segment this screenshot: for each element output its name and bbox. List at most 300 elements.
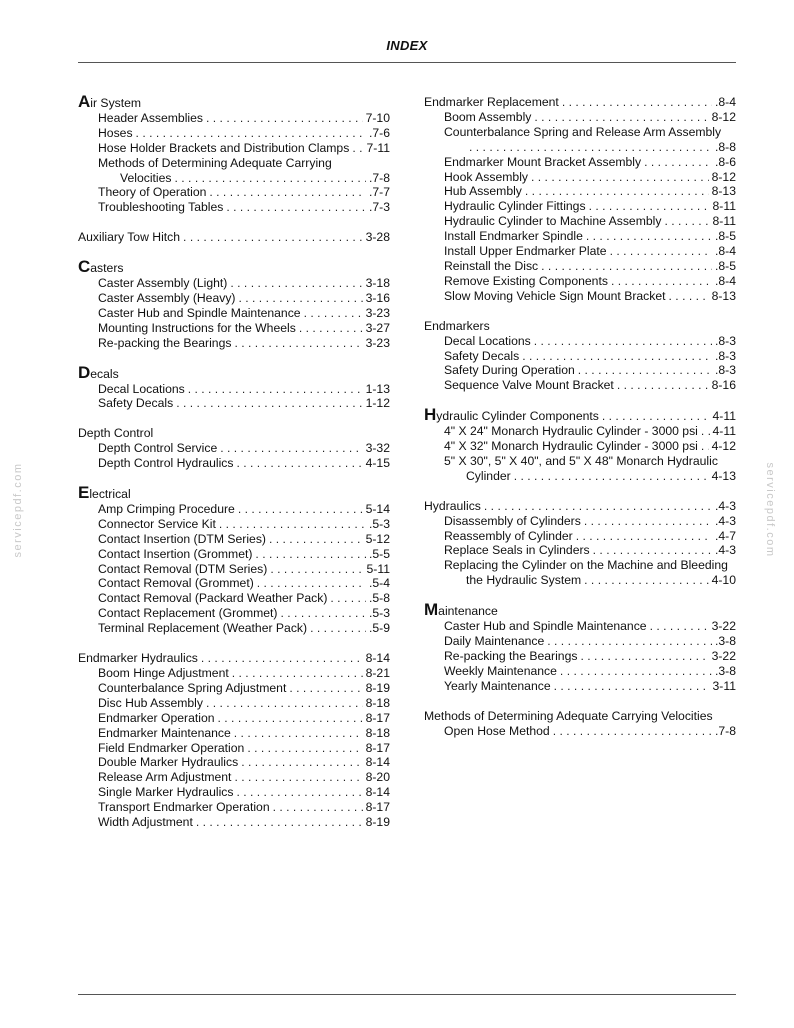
index-entry-label: Cylinder <box>466 468 511 483</box>
page-number: 3-16 <box>365 290 390 305</box>
index-entry-label: Decal Locations <box>444 333 531 348</box>
page-number: .8-5 <box>714 229 736 244</box>
page-number: .5-5 <box>368 546 390 561</box>
index-entry <box>78 291 390 306</box>
index-entry <box>424 140 736 155</box>
index-entry <box>424 289 736 304</box>
leader-dots <box>247 741 362 756</box>
page-number: 4-10 <box>711 573 736 588</box>
index-entry-label: Remove Existing Components <box>444 273 608 288</box>
index-section <box>78 426 390 471</box>
index-entry-label: Hub Assembly <box>444 184 522 199</box>
page-number: .4-3 <box>714 513 736 528</box>
index-entry <box>78 741 390 756</box>
index-entry-label: 4" X 32" Monarch Hydraulic Cylinder - 3000 psi <box>444 439 698 454</box>
index-entry-label: Double Marker Hydraulics <box>98 755 239 770</box>
index-heading <box>424 499 736 514</box>
index-entry-label: Caster Assembly (Heavy) <box>98 290 236 305</box>
page-number: .3-8 <box>714 634 736 648</box>
index-entry <box>78 200 390 215</box>
index-entry <box>78 141 390 156</box>
page-number: 8-18 <box>365 725 390 740</box>
page-number: 8-18 <box>365 695 390 710</box>
index-entry-label: Contact Insertion (Grommet) <box>98 546 253 561</box>
index-entry <box>424 363 736 378</box>
index-entry <box>424 334 736 349</box>
page-number: 3-18 <box>365 276 390 291</box>
leader-dots <box>218 711 363 726</box>
index-letter: C <box>78 257 91 277</box>
leader-dots <box>206 696 363 711</box>
index-entry-label: Re-packing the Bearings <box>98 335 232 350</box>
page-number: 5-12 <box>365 531 390 546</box>
page-number: .8-3 <box>714 363 736 378</box>
index-entry <box>424 274 736 289</box>
leader-dots <box>206 111 363 126</box>
index-entry <box>424 378 736 393</box>
index-entry <box>424 543 736 558</box>
page-number: 3-32 <box>365 441 390 456</box>
page-number: .8-4 <box>714 95 736 109</box>
leader-dots <box>232 666 363 681</box>
footer-rule <box>78 994 736 995</box>
page-number: 8-16 <box>711 378 736 393</box>
index-entry-label: Reassembly of Cylinder <box>444 528 573 543</box>
index-heading-text: ecals <box>90 366 119 381</box>
leader-dots <box>269 532 363 547</box>
page-number: .5-4 <box>368 576 390 591</box>
index-section <box>78 257 390 350</box>
index-column-right <box>424 95 736 753</box>
leader-dots <box>255 547 366 562</box>
leader-dots <box>586 229 712 244</box>
leader-dots <box>580 649 708 664</box>
leader-dots <box>209 185 366 200</box>
leader-dots <box>469 140 712 155</box>
page-number: 3-11 <box>712 678 736 693</box>
index-entry-label: Contact Removal (Grommet) <box>98 576 254 591</box>
leader-dots <box>257 576 366 591</box>
index-entry-label: Endmarker Mount Bracket Assembly <box>444 154 642 169</box>
index-entry <box>424 514 736 529</box>
leader-dots <box>578 363 712 378</box>
index-entry <box>78 681 390 696</box>
index-section <box>78 651 390 830</box>
leader-dots <box>136 126 366 141</box>
index-entry-label: Single Marker Hydraulics <box>98 785 234 800</box>
index-heading-label <box>78 362 119 382</box>
index-entry <box>424 259 736 274</box>
index-entry-label: Disc Hub Assembly <box>98 695 203 710</box>
leader-dots <box>188 382 363 397</box>
index-entry <box>78 785 390 800</box>
page-number: 3-28 <box>365 230 390 245</box>
page-number: 8-21 <box>365 666 390 680</box>
index-entry-label: Weekly Maintenance <box>444 663 557 678</box>
index-heading-text: ir System <box>90 96 142 110</box>
leader-dots <box>330 591 366 606</box>
index-entry-label: Open Hose Method <box>444 723 550 738</box>
page-number: 3-23 <box>365 335 390 350</box>
leader-dots <box>664 214 709 229</box>
page-number: 8-11 <box>712 199 736 214</box>
index-heading-text: Methods of Determining Adequate Carrying Velocities <box>424 708 713 723</box>
page-number: 3-23 <box>365 305 390 320</box>
index-heading-text: Auxiliary Tow Hitch <box>78 230 181 245</box>
index-entry-label: Endmarker Operation <box>98 710 215 725</box>
index-entry <box>78 562 390 577</box>
index-heading-label <box>78 230 180 245</box>
index-entry-label: Depth Control Hydraulics <box>98 456 234 471</box>
index-entry <box>424 649 736 664</box>
page-number: 8-13 <box>711 288 736 303</box>
index-entry-label: Replace Seals in Cylinders <box>444 543 590 558</box>
index-heading <box>78 230 390 245</box>
page-title: INDEX <box>386 38 428 53</box>
page-number: .8-8 <box>714 139 736 154</box>
index-entry-label: 5" X 30", 5" X 40", and 5" X 48" Monarch Hydraulic <box>444 453 718 468</box>
index-entry <box>78 456 390 471</box>
leader-dots <box>201 651 363 666</box>
page-number: 3-22 <box>711 619 736 634</box>
index-entry <box>78 171 390 186</box>
page-number: 8-14 <box>365 651 390 666</box>
index-entry-label: Reinstall the Disc <box>444 258 539 273</box>
index-entry <box>78 726 390 741</box>
index-entry-label: Safety Decals <box>444 348 520 363</box>
index-entry-label: Sequence Valve Mount Bracket <box>444 378 614 393</box>
leader-dots <box>534 334 712 349</box>
index-entry-label: 4" X 24" Monarch Hydraulic Cylinder - 3000 psi <box>444 424 698 439</box>
leader-dots <box>196 815 363 830</box>
index-entry <box>424 634 736 649</box>
index-entry <box>78 800 390 815</box>
leader-dots <box>701 424 710 439</box>
index-heading <box>78 426 390 441</box>
index-entry-label: Terminal Replacement (Weather Pack) <box>98 621 308 636</box>
index-entry-label: Amp Crimping Procedure <box>98 501 235 516</box>
index-entry <box>424 664 736 679</box>
index-heading <box>78 362 390 382</box>
page-number: 3-27 <box>365 320 390 335</box>
page-number: .8-5 <box>714 258 736 273</box>
index-entry <box>78 111 390 126</box>
index-entry <box>424 184 736 199</box>
index-heading-text: aintenance <box>438 604 498 619</box>
index-entry <box>78 770 390 785</box>
page-number: 1-13 <box>365 381 390 396</box>
index-heading <box>424 709 736 724</box>
leader-dots <box>230 276 362 291</box>
index-heading-text: lectrical <box>89 487 131 502</box>
page-number: .8-6 <box>714 154 736 169</box>
index-letter: E <box>78 483 90 503</box>
index-entry <box>424 424 736 439</box>
index-entry-label: Decal Locations <box>98 381 185 396</box>
index-entry-label: Boom Hinge Adjustment <box>98 666 229 680</box>
page-number: 4-11 <box>712 409 736 424</box>
index-heading <box>78 651 390 666</box>
page-number: 5-11 <box>366 561 390 576</box>
page-number: 8-13 <box>711 184 736 199</box>
index-entry <box>424 558 736 573</box>
index-heading-label <box>78 426 153 441</box>
leader-dots <box>669 289 709 304</box>
index-entry <box>78 576 390 591</box>
index-section <box>78 230 390 245</box>
index-heading-label <box>78 92 142 111</box>
index-section <box>424 499 736 588</box>
index-entry <box>424 199 736 214</box>
page-number: .7-8 <box>714 723 736 738</box>
page-number: .8-3 <box>714 333 736 348</box>
index-entry <box>78 547 390 562</box>
index-letter: M <box>424 600 439 620</box>
page-number: 8-19 <box>365 815 390 830</box>
index-heading <box>78 92 390 111</box>
index-section <box>78 483 390 636</box>
leader-dots <box>270 562 363 577</box>
leader-dots <box>589 199 710 214</box>
leader-dots <box>183 230 363 245</box>
page-number: .3-8 <box>714 663 736 678</box>
page-number: 8-14 <box>365 785 390 800</box>
index-entry-label: Mounting Instructions for the Wheels <box>98 320 296 335</box>
index-heading-text: asters <box>90 261 124 276</box>
index-entry <box>78 185 390 200</box>
page-number: 8-20 <box>365 770 390 785</box>
index-heading-text: ydraulic Cylinder Components <box>436 409 599 424</box>
page-number: 8-17 <box>365 800 390 815</box>
index-entry <box>424 349 736 364</box>
page-number: 4-11 <box>712 424 736 439</box>
leader-dots <box>352 141 363 156</box>
index-entry <box>424 679 736 694</box>
index-entry <box>78 502 390 517</box>
leader-dots <box>289 681 362 696</box>
page-number: .5-3 <box>368 516 390 531</box>
index-entry-label: Header Assemblies <box>98 110 203 125</box>
index-entry <box>424 214 736 229</box>
index-entry-label: Width Adjustment <box>98 815 193 830</box>
index-entry <box>424 125 736 140</box>
index-section <box>78 92 390 215</box>
index-heading-label <box>78 257 124 277</box>
index-entry-label: Hoses <box>98 125 133 140</box>
index-entry <box>78 306 390 321</box>
index-entry <box>424 155 736 170</box>
index-entry-label: Counterbalance Spring and Release Arm Assembly <box>444 124 722 139</box>
leader-dots <box>522 349 712 364</box>
index-section <box>78 362 390 412</box>
index-entry-label: Safety Decals <box>98 396 174 411</box>
index-entry-label: Counterbalance Spring Adjustment <box>98 680 287 695</box>
leader-dots <box>560 664 712 679</box>
page-number: 8-12 <box>711 109 736 124</box>
index-heading-label <box>78 651 198 666</box>
leader-dots <box>602 409 710 424</box>
leader-dots <box>238 291 362 306</box>
index-entry <box>78 321 390 336</box>
page-number: .8-4 <box>714 273 736 288</box>
index-letter: H <box>424 405 437 425</box>
leader-dots <box>562 95 712 110</box>
index-heading-label <box>424 405 599 425</box>
index-entry <box>424 529 736 544</box>
page-number: .7-6 <box>368 125 390 140</box>
leader-dots <box>310 621 366 636</box>
page-number: 8-12 <box>711 169 736 184</box>
index-entry <box>78 621 390 636</box>
index-section <box>424 600 736 693</box>
page-number: 8-14 <box>365 755 390 770</box>
leader-dots <box>584 573 708 588</box>
index-heading-label <box>424 499 481 514</box>
index-heading <box>78 483 390 503</box>
index-entry <box>78 396 390 411</box>
index-entry-label: Re-packing the Bearings <box>444 648 578 663</box>
leader-dots <box>617 378 709 393</box>
index-entry-label: Caster Hub and Spindle Maintenance <box>98 305 301 320</box>
index-entry-label: Daily Maintenance <box>444 634 545 648</box>
leader-dots <box>593 543 712 558</box>
leader-dots <box>554 679 710 694</box>
index-heading-label <box>424 95 559 110</box>
index-entry-label: Install Upper Endmarker Plate <box>444 244 607 259</box>
watermark-right: servicepdf.com <box>764 462 776 558</box>
index-entry <box>78 755 390 770</box>
index-heading <box>78 257 390 277</box>
index-entry-label: Contact Insertion (DTM Series) <box>98 531 266 546</box>
index-entry <box>78 126 390 141</box>
leader-dots <box>525 184 709 199</box>
index-entry-label: Caster Assembly (Light) <box>98 276 228 291</box>
index-entry <box>78 711 390 726</box>
page-number: .7-3 <box>368 200 390 215</box>
page-number: .8-4 <box>714 244 736 259</box>
index-entry <box>424 229 736 244</box>
page-number: .5-3 <box>368 606 390 621</box>
page-number: 4-15 <box>365 456 390 471</box>
index-entry <box>78 666 390 681</box>
index-heading-label <box>78 483 131 503</box>
index-column-left <box>78 92 390 845</box>
page-number: 8-11 <box>712 214 736 229</box>
index-heading <box>424 405 736 425</box>
index-entry <box>78 815 390 830</box>
index-entry-label: Disassembly of Cylinders <box>444 513 581 528</box>
index-entry <box>424 469 736 484</box>
page-number: .5-9 <box>368 621 390 636</box>
index-entry <box>78 441 390 456</box>
page-number: .5-8 <box>368 591 390 606</box>
index-entry <box>424 619 736 634</box>
index-section <box>424 709 736 739</box>
index-entry <box>424 724 736 739</box>
index-heading-text: Endmarkers <box>424 318 490 333</box>
leader-dots <box>576 529 712 544</box>
index-heading-label <box>424 319 490 334</box>
index-entry-label: Yearly Maintenance <box>444 678 551 693</box>
index-entry-label: Hose Holder Brackets and Distribution Clamps <box>98 140 350 155</box>
index-entry-label: the Hydraulic System <box>466 573 582 588</box>
page-number: .7-7 <box>368 185 390 200</box>
index-entry-label: Replacing the Cylinder on the Machine and Bleeding <box>444 558 728 573</box>
leader-dots <box>220 441 362 456</box>
index-heading-text: Endmarker Replacement <box>424 95 559 109</box>
leader-dots <box>236 456 362 471</box>
page-number: 8-19 <box>365 680 390 695</box>
index-entry-label: Transport Endmarker Operation <box>98 800 270 815</box>
index-entry <box>78 336 390 351</box>
leader-dots <box>234 726 363 741</box>
page-number: 3-22 <box>711 648 736 663</box>
page-number: .4-7 <box>714 528 736 543</box>
leader-dots <box>175 171 366 186</box>
index-heading <box>424 600 736 620</box>
page-number: 7-11 <box>366 140 390 155</box>
page-number: 4-12 <box>711 439 736 454</box>
leader-dots <box>514 469 709 484</box>
leader-dots <box>236 785 362 800</box>
leader-dots <box>226 200 366 215</box>
leader-dots <box>547 634 712 649</box>
leader-dots <box>234 336 362 351</box>
index-section <box>424 95 736 304</box>
index-entry-label: Caster Hub and Spindle Maintenance <box>444 619 647 634</box>
index-entry <box>78 382 390 397</box>
leader-dots <box>650 619 709 634</box>
page-number: .4-3 <box>714 543 736 558</box>
index-heading-text: Hydraulics <box>424 498 481 513</box>
index-entry-label: Velocities <box>120 170 172 185</box>
leader-dots <box>611 274 712 289</box>
index-entry-label: Troubleshooting Tables <box>98 200 224 215</box>
leader-dots <box>241 755 362 770</box>
index-entry <box>424 110 736 125</box>
page-number: .8-3 <box>714 348 736 363</box>
index-heading-text: Endmarker Hydraulics <box>78 651 198 666</box>
index-entry-label: Hook Assembly <box>444 169 528 184</box>
index-entry-label: Contact Removal (DTM Series) <box>98 561 268 576</box>
leader-dots <box>238 502 363 517</box>
leader-dots <box>701 439 709 454</box>
page-number: 8-17 <box>365 740 390 755</box>
index-entry <box>424 439 736 454</box>
index-entry-label: Endmarker Maintenance <box>98 725 231 740</box>
page-number: .7-8 <box>368 170 390 185</box>
index-entry-label: Contact Removal (Packard Weather Pack) <box>98 591 328 606</box>
index-entry <box>78 606 390 621</box>
index-entry <box>78 156 390 171</box>
index-letter: D <box>78 362 91 382</box>
index-section <box>424 405 736 484</box>
index-section <box>424 319 736 394</box>
leader-dots <box>531 170 709 185</box>
page-header <box>78 38 736 63</box>
watermark-left: servicepdf.com <box>12 462 24 558</box>
index-heading <box>424 319 736 334</box>
index-entry-label: Hydraulic Cylinder Fittings <box>444 199 586 214</box>
index-entry-label: Depth Control Service <box>98 441 218 456</box>
index-entry <box>78 517 390 532</box>
index-entry <box>424 573 736 588</box>
index-heading <box>424 95 736 110</box>
index-entry-label: Field Endmarker Operation <box>98 740 245 755</box>
index-heading-label <box>424 600 498 620</box>
index-entry <box>78 696 390 711</box>
leader-dots <box>541 259 712 274</box>
